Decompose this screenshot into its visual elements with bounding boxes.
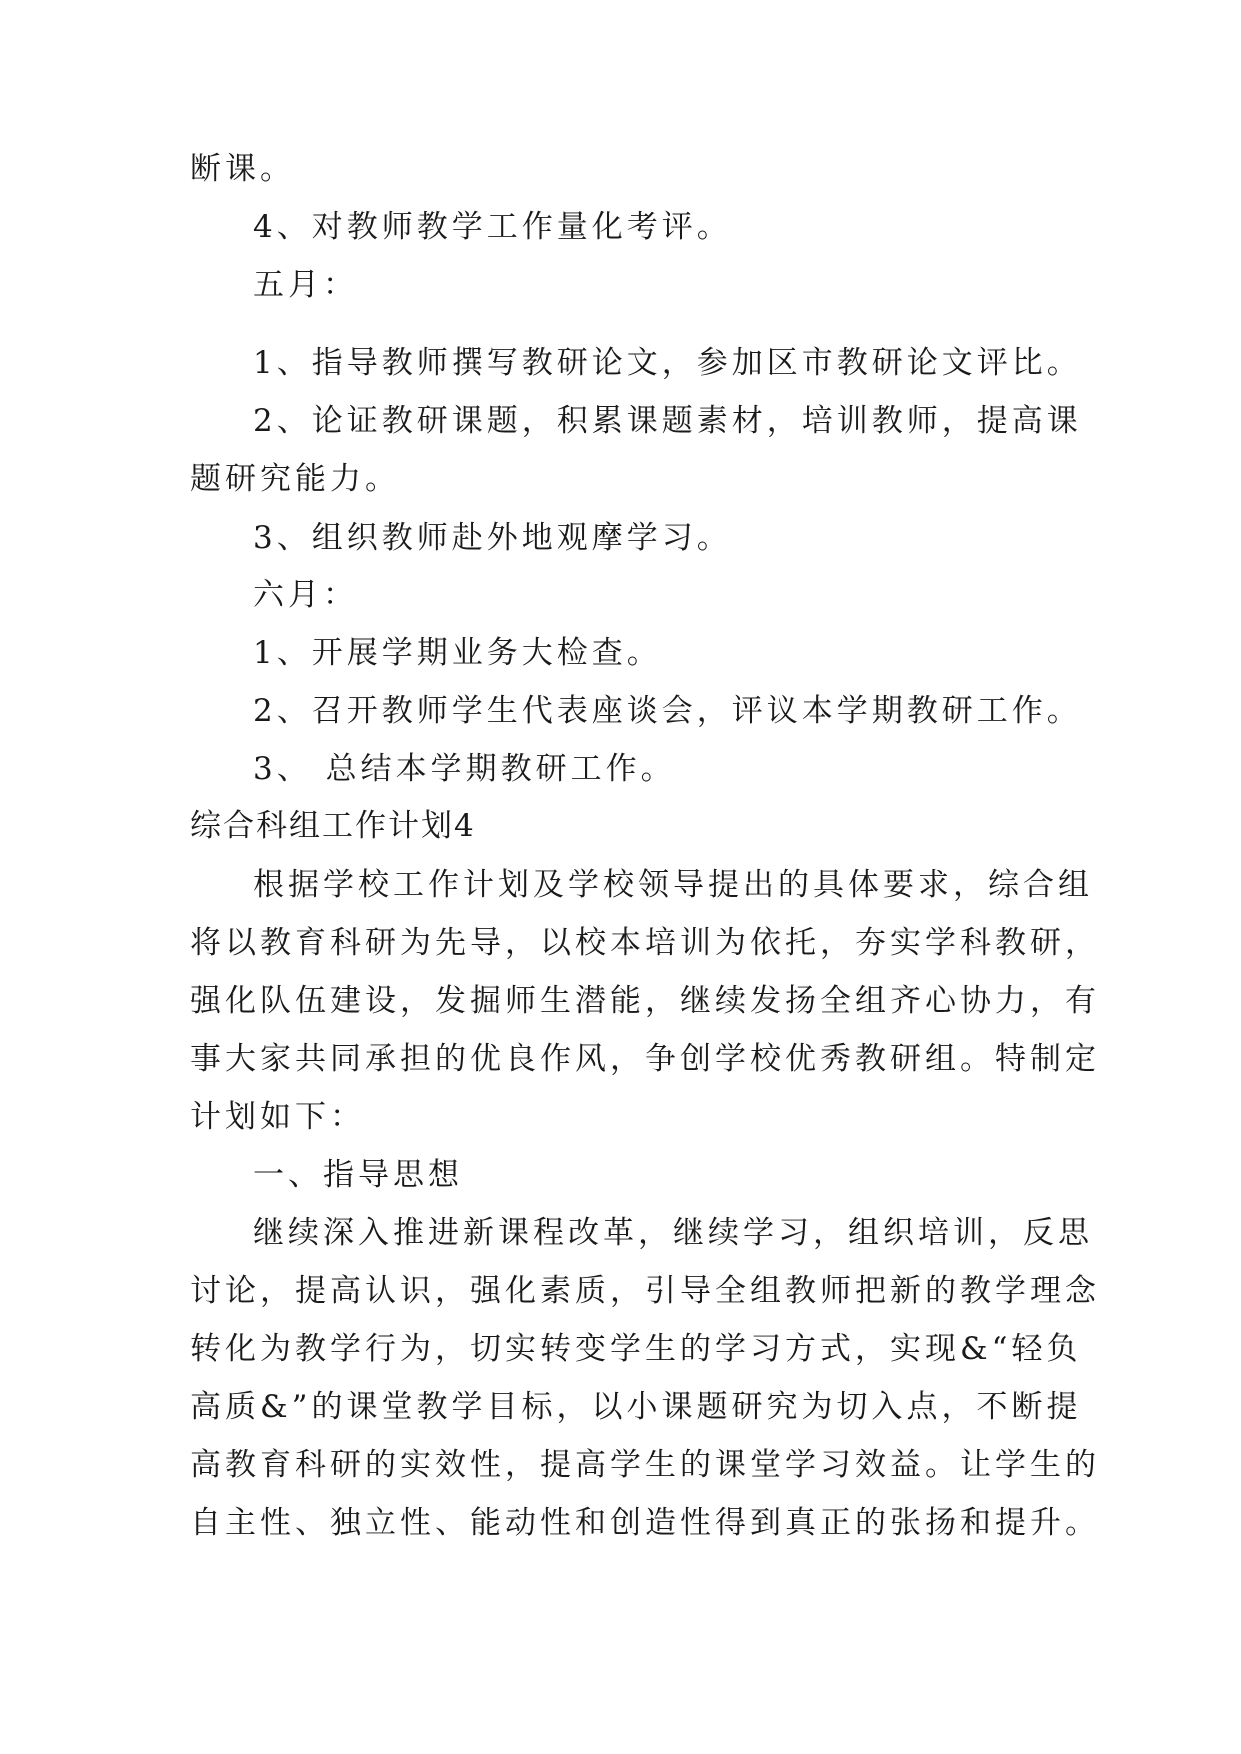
- text-line: 自主性、独立性、能动性和创造性得到真正的张扬和提升。: [190, 1505, 1100, 1541]
- text-line: 一、指导思想: [253, 1157, 463, 1193]
- text-line: 将以教育科研为先导，以校本培训为依托，夯实学科教研，: [190, 925, 1100, 961]
- text-line: 六月：: [253, 577, 358, 613]
- text-line: 2、论证教研课题，积累课题素材，培训教师，提高课: [253, 403, 1082, 439]
- text-line: 讨论，提高认识，强化素质，引导全组教师把新的教学理念: [190, 1273, 1100, 1309]
- text-line: 4、对教师教学工作量化考评。: [253, 209, 732, 245]
- text-line: 题研究能力。: [190, 461, 400, 497]
- text-line: 高质&”的课堂教学目标，以小课题研究为切入点，不断提: [190, 1389, 1082, 1425]
- text-line: 五月：: [253, 267, 358, 303]
- text-line: 事大家共同承担的优良作风，争创学校优秀教研组。特制定: [190, 1041, 1100, 1077]
- text-line: 2、召开教师学生代表座谈会，评议本学期教研工作。: [253, 693, 1082, 729]
- text-line: 计划如下：: [190, 1099, 365, 1135]
- text-line: 1、开展学期业务大检查。: [253, 635, 662, 671]
- text-line: 3、组织教师赴外地观摩学习。: [253, 520, 732, 556]
- section-heading: 综合科组工作计划4: [190, 808, 476, 844]
- text-line: 3、 总结本学期教研工作。: [253, 751, 676, 787]
- text-line: 断课。: [190, 151, 295, 187]
- text-line: 转化为教学行为，切实转变学生的学习方式，实现&“轻负: [190, 1331, 1082, 1367]
- text-line: 高教育科研的实效性，提高学生的课堂学习效益。让学生的: [190, 1447, 1100, 1483]
- text-line: 根据学校工作计划及学校领导提出的具体要求，综合组: [253, 867, 1093, 903]
- text-line: 1、指导教师撰写教研论文，参加区市教研论文评比。: [253, 345, 1082, 381]
- text-line: 强化队伍建设，发掘师生潜能，继续发扬全组齐心协力，有: [190, 983, 1100, 1019]
- text-line: 继续深入推进新课程改革，继续学习，组织培训，反思: [253, 1215, 1093, 1251]
